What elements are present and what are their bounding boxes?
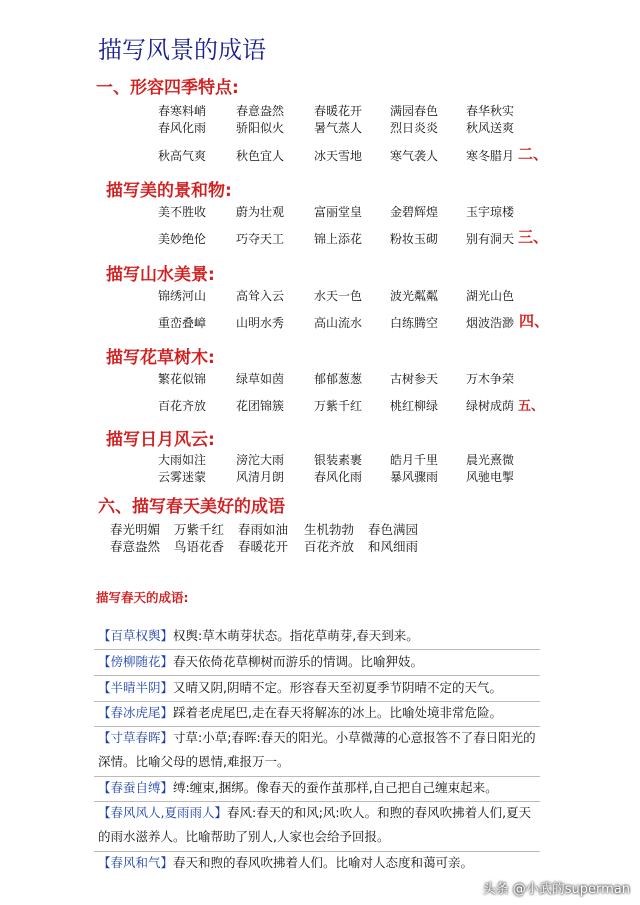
idiom: 绿树成荫	[466, 399, 515, 413]
definition-entry	[98, 701, 538, 725]
idiom: 富丽堂皇	[314, 205, 363, 219]
idiom: 暴风骤雨	[390, 470, 439, 484]
idiom: 波光粼粼	[390, 289, 439, 303]
definition-text: 又晴又阴,阴晴不定。形容春天至初夏季节阴晴不定的天气。	[173, 680, 502, 695]
idiom: 滂沱大雨	[236, 453, 285, 467]
section-number: 四、	[519, 312, 550, 330]
definition-text: 踩着老虎尾巴,走在春天将解冻的冰上。比喻处境非常危险。	[173, 705, 502, 720]
definition-text: 春天和煦的春风吹拂着人们。比喻对人态度和蔼可亲。	[173, 855, 474, 870]
section-heading: 描写山水美景:	[106, 265, 215, 285]
section-heading: 一、形容四季特点:	[96, 78, 239, 98]
idiom: 美不胜收	[158, 205, 207, 219]
idiom: 春风化雨	[158, 121, 207, 135]
idiom: 晨光熹微	[466, 453, 515, 467]
definition-term: 【傍柳随花】	[98, 654, 174, 669]
idiom: 美妙绝伦	[158, 232, 207, 246]
section-heading: 描写日月风云:	[106, 430, 215, 450]
definition-entry	[98, 676, 538, 700]
definition-entry	[98, 776, 538, 800]
definition-entry	[98, 801, 538, 849]
definition-text: 权舆:草木萌芽状态。指花草萌芽,春天到来。	[173, 628, 419, 643]
definition-entry	[98, 726, 538, 774]
idiom: 春暖花开	[314, 104, 363, 118]
section-heading: 描写美的景和物:	[106, 181, 232, 201]
idiom: 锦绣河山	[158, 289, 207, 303]
idiom: 云雾迷蒙	[158, 470, 207, 484]
definition-text: 春天依倚花草柳树而游乐的情调。比喻狎妓。	[173, 654, 424, 669]
idiom: 春色满园	[368, 522, 419, 537]
definition-text: 缚:缠束,捆绑。像春天的蚕作茧那样,自己把自己缠束起来。	[173, 780, 498, 795]
idiom: 万木争荣	[466, 372, 515, 386]
idiom: 锦上添花	[314, 232, 363, 246]
idiom: 湖光山色	[466, 289, 515, 303]
idiom: 绿草如茵	[236, 372, 285, 386]
idiom: 水天一色	[314, 289, 363, 303]
definition-term: 【春风风人,夏雨雨人】	[98, 805, 227, 820]
spring-idioms-heading: 描写春天的成语:	[96, 590, 189, 605]
idiom: 重峦叠嶂	[158, 316, 207, 330]
idiom: 生机勃勃	[304, 522, 355, 537]
idiom: 万紫千红	[314, 399, 363, 413]
definition-term: 【春冰虎尾】	[98, 705, 174, 720]
idiom: 桃红柳绿	[390, 399, 439, 413]
idiom: 古树参天	[390, 372, 439, 386]
section-number: 三、	[518, 228, 549, 246]
definition-entry	[98, 650, 538, 674]
idiom: 春风化雨	[314, 470, 363, 484]
idiom: 白练腾空	[390, 316, 439, 330]
idiom: 风驰电掣	[466, 470, 515, 484]
idiom: 别有洞天	[466, 232, 515, 246]
idiom: 繁花似锦	[158, 372, 207, 386]
section-number: 五、	[518, 399, 545, 414]
idiom: 秋高气爽	[158, 149, 207, 163]
definition-term: 【百草权舆】	[98, 628, 174, 643]
idiom: 烈日炎炎	[390, 121, 439, 135]
idiom: 高山流水	[314, 316, 363, 330]
idiom: 万紫千红	[174, 522, 225, 537]
section-heading: 六、描写春天美好的成语	[98, 497, 285, 517]
idiom: 春华秋实	[466, 104, 515, 118]
idiom: 冰天雪地	[314, 149, 363, 163]
definition-text: 春风:春天的和风;风:吹人。和煦的春风吹拂着人们,夏天的雨水滋养人。比喻帮助了别人,人家也会给予回报。	[98, 805, 532, 844]
idiom: 秋风送爽	[466, 121, 515, 135]
idiom: 鸟语花香	[174, 539, 225, 554]
idiom: 暑气蒸人	[314, 121, 363, 135]
watermark: 头条 @小武的superman	[482, 882, 630, 897]
idiom: 寒气袭人	[390, 149, 439, 163]
idiom: 烟波浩渺	[466, 316, 515, 330]
idiom: 郁郁葱葱	[314, 372, 363, 386]
idiom: 和风细雨	[368, 539, 419, 554]
idiom: 蔚为壮观	[236, 205, 285, 219]
idiom: 粉妆玉砌	[390, 232, 439, 246]
idiom: 春光明媚	[110, 522, 161, 537]
idiom: 春意盎然	[236, 104, 285, 118]
definition-entry	[98, 624, 538, 648]
definition-term: 【春风和气】	[98, 855, 174, 870]
idiom: 春意盎然	[110, 539, 161, 554]
idiom: 银装素裹	[314, 453, 363, 467]
idiom: 高耸入云	[236, 289, 285, 303]
idiom: 春雨如油	[238, 522, 289, 537]
idiom: 玉宇琼楼	[466, 205, 515, 219]
idiom: 寒冬腊月	[466, 149, 515, 163]
definition-term: 【寸草春晖】	[98, 730, 174, 745]
idiom: 秋色宜人	[236, 149, 285, 163]
idiom: 满园春色	[390, 104, 439, 118]
idiom: 百花齐放	[158, 399, 207, 413]
definition-entry	[98, 851, 538, 875]
idiom: 春暖花开	[238, 539, 289, 554]
idiom: 皓月千里	[390, 453, 439, 467]
definition-text: 寸草:小草;春晖:春天的阳光。小草微薄的心意报答不了春日阳光的深情。比喻父母的恩情,难报万一。	[98, 730, 536, 769]
idiom: 巧夺天工	[236, 232, 285, 246]
definition-term: 【春蚕自缚】	[98, 780, 174, 795]
idiom: 骄阳似火	[236, 121, 285, 135]
definition-term: 【半晴半阴】	[98, 680, 174, 695]
idiom: 花团锦簇	[236, 399, 285, 413]
idiom: 大雨如注	[158, 453, 207, 467]
section-number: 二、	[518, 145, 549, 163]
idiom: 百花齐放	[304, 539, 355, 554]
idiom: 风清月朗	[236, 470, 285, 484]
page-title: 描写风景的成语	[98, 36, 266, 64]
idiom: 春寒料峭	[158, 104, 207, 118]
section-heading: 描写花草树木:	[106, 348, 215, 368]
idiom: 金碧辉煌	[390, 205, 439, 219]
idiom: 山明水秀	[236, 316, 285, 330]
